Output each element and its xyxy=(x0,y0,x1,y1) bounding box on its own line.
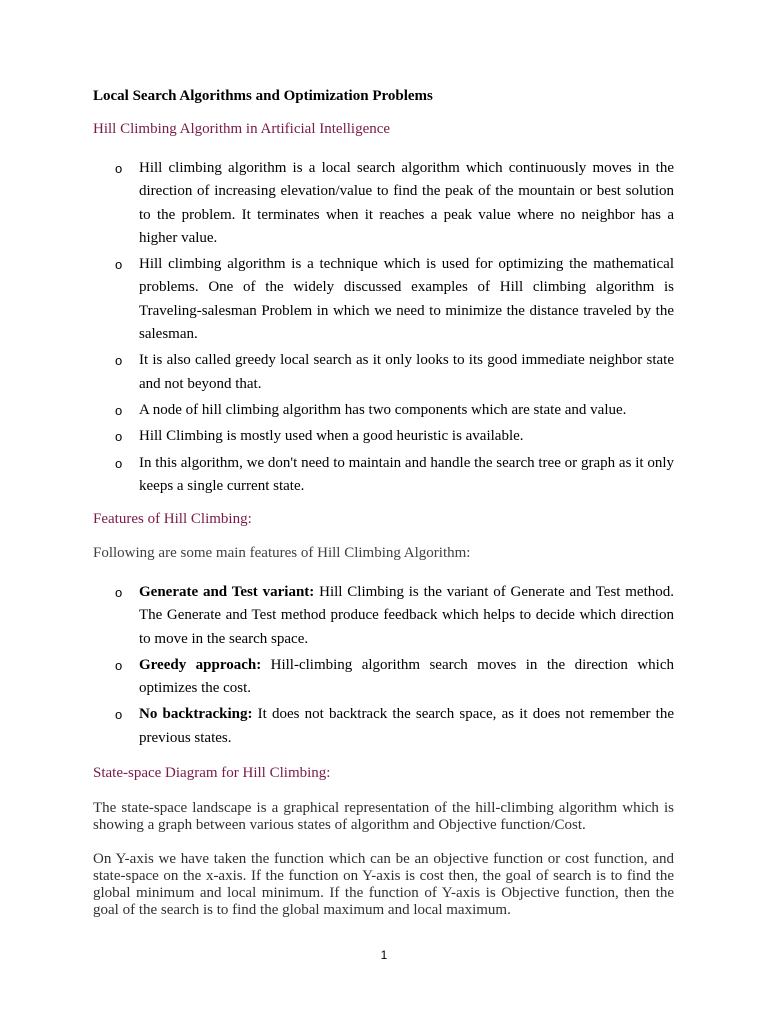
list-item xyxy=(93,399,674,422)
bullet-text: Hill Climbing is mostly used when a good heuristic is available. xyxy=(139,428,524,445)
bullet-marker: o xyxy=(115,429,123,445)
list-item xyxy=(93,425,674,448)
bullet-marker: o xyxy=(115,161,123,176)
bullet-marker: o xyxy=(115,657,123,673)
features-bullet-list xyxy=(93,581,674,753)
features-intro: Following are some main features of Hill Climbing Algorithm: xyxy=(93,545,471,561)
list-item xyxy=(93,157,674,250)
list-item xyxy=(93,253,674,346)
bullet-marker: o xyxy=(115,353,123,369)
state-space-paragraph: On Y-axis we have taken the function which can be an objective function or cost function, and state-space on the x-axis. If the function on Y-axis is cost then, the goal of search is to find the global minimum and local minimum. If the function of Y-axis is Objective function, then the goal of the search is to find the global maximum and local maximum. xyxy=(93,851,674,918)
bullet-text: A node of hill climbing algorithm has two components which are state and value. xyxy=(139,401,627,418)
page-number: 1 xyxy=(380,948,388,962)
bullet-marker: o xyxy=(115,585,123,600)
bullet-marker: o xyxy=(115,402,123,418)
bullet-text: Hill climbing algorithm is a local search algorithm which continuously moves in the direction of increasing elevation/value to find the peak of the mountain or best solution to the problem. It terminates when it reaches a peak value where no neighbor has a higher value. xyxy=(139,160,674,246)
bullet-text: In this algorithm, we don't need to maintain and handle the search tree or graph as it only keeps a single current state. xyxy=(139,454,674,494)
hill-climbing-bullet-list xyxy=(93,157,674,501)
feature-term: No backtracking: xyxy=(139,706,253,723)
feature-description: It does not backtrack the search space, as it does not remember the previous states. xyxy=(139,706,674,746)
feature-description: Hill-climbing algorithm search moves in the direction which optimizes the cost. xyxy=(139,656,674,697)
list-item xyxy=(93,349,674,396)
feature-term: Generate and Test variant: xyxy=(139,584,315,600)
document-title: Local Search Algorithms and Optimization Problems xyxy=(93,88,433,104)
bullet-text: It is also called greedy local search as it only looks to its good immediate neighbor state and not beyond that. xyxy=(139,352,674,392)
state-space-heading: State-space Diagram for Hill Climbing: xyxy=(93,765,331,781)
list-item xyxy=(93,452,674,499)
feature-description: Hill Climbing is the variant of Generate and Test method. The Generate and Test method produce feedback which helps to decide which direction to move in the search space. xyxy=(139,584,675,647)
bullet-text: Hill climbing algorithm is a technique which is used for optimizing the mathematical problems. One of the widely discussed examples of Hill climbing algorithm is Traveling-salesman Problem in which we need to minimize the distance traveled by the salesman. xyxy=(139,256,674,343)
hill-climbing-heading: Hill Climbing Algorithm in Artificial Intelligence xyxy=(93,121,391,137)
state-space-paragraph: The state-space landscape is a graphical representation of the hill-climbing algorithm which is showing a graph between various states of algorithm and Objective function/Cost. xyxy=(93,800,674,833)
list-item xyxy=(93,654,674,701)
bullet-marker: o xyxy=(115,707,123,723)
bullet-marker: o xyxy=(115,455,123,471)
bullet-marker: o xyxy=(115,257,123,273)
features-heading: Features of Hill Climbing: xyxy=(93,511,252,527)
feature-term: Greedy approach: xyxy=(139,656,262,673)
list-item xyxy=(93,581,674,651)
list-item xyxy=(93,703,674,750)
